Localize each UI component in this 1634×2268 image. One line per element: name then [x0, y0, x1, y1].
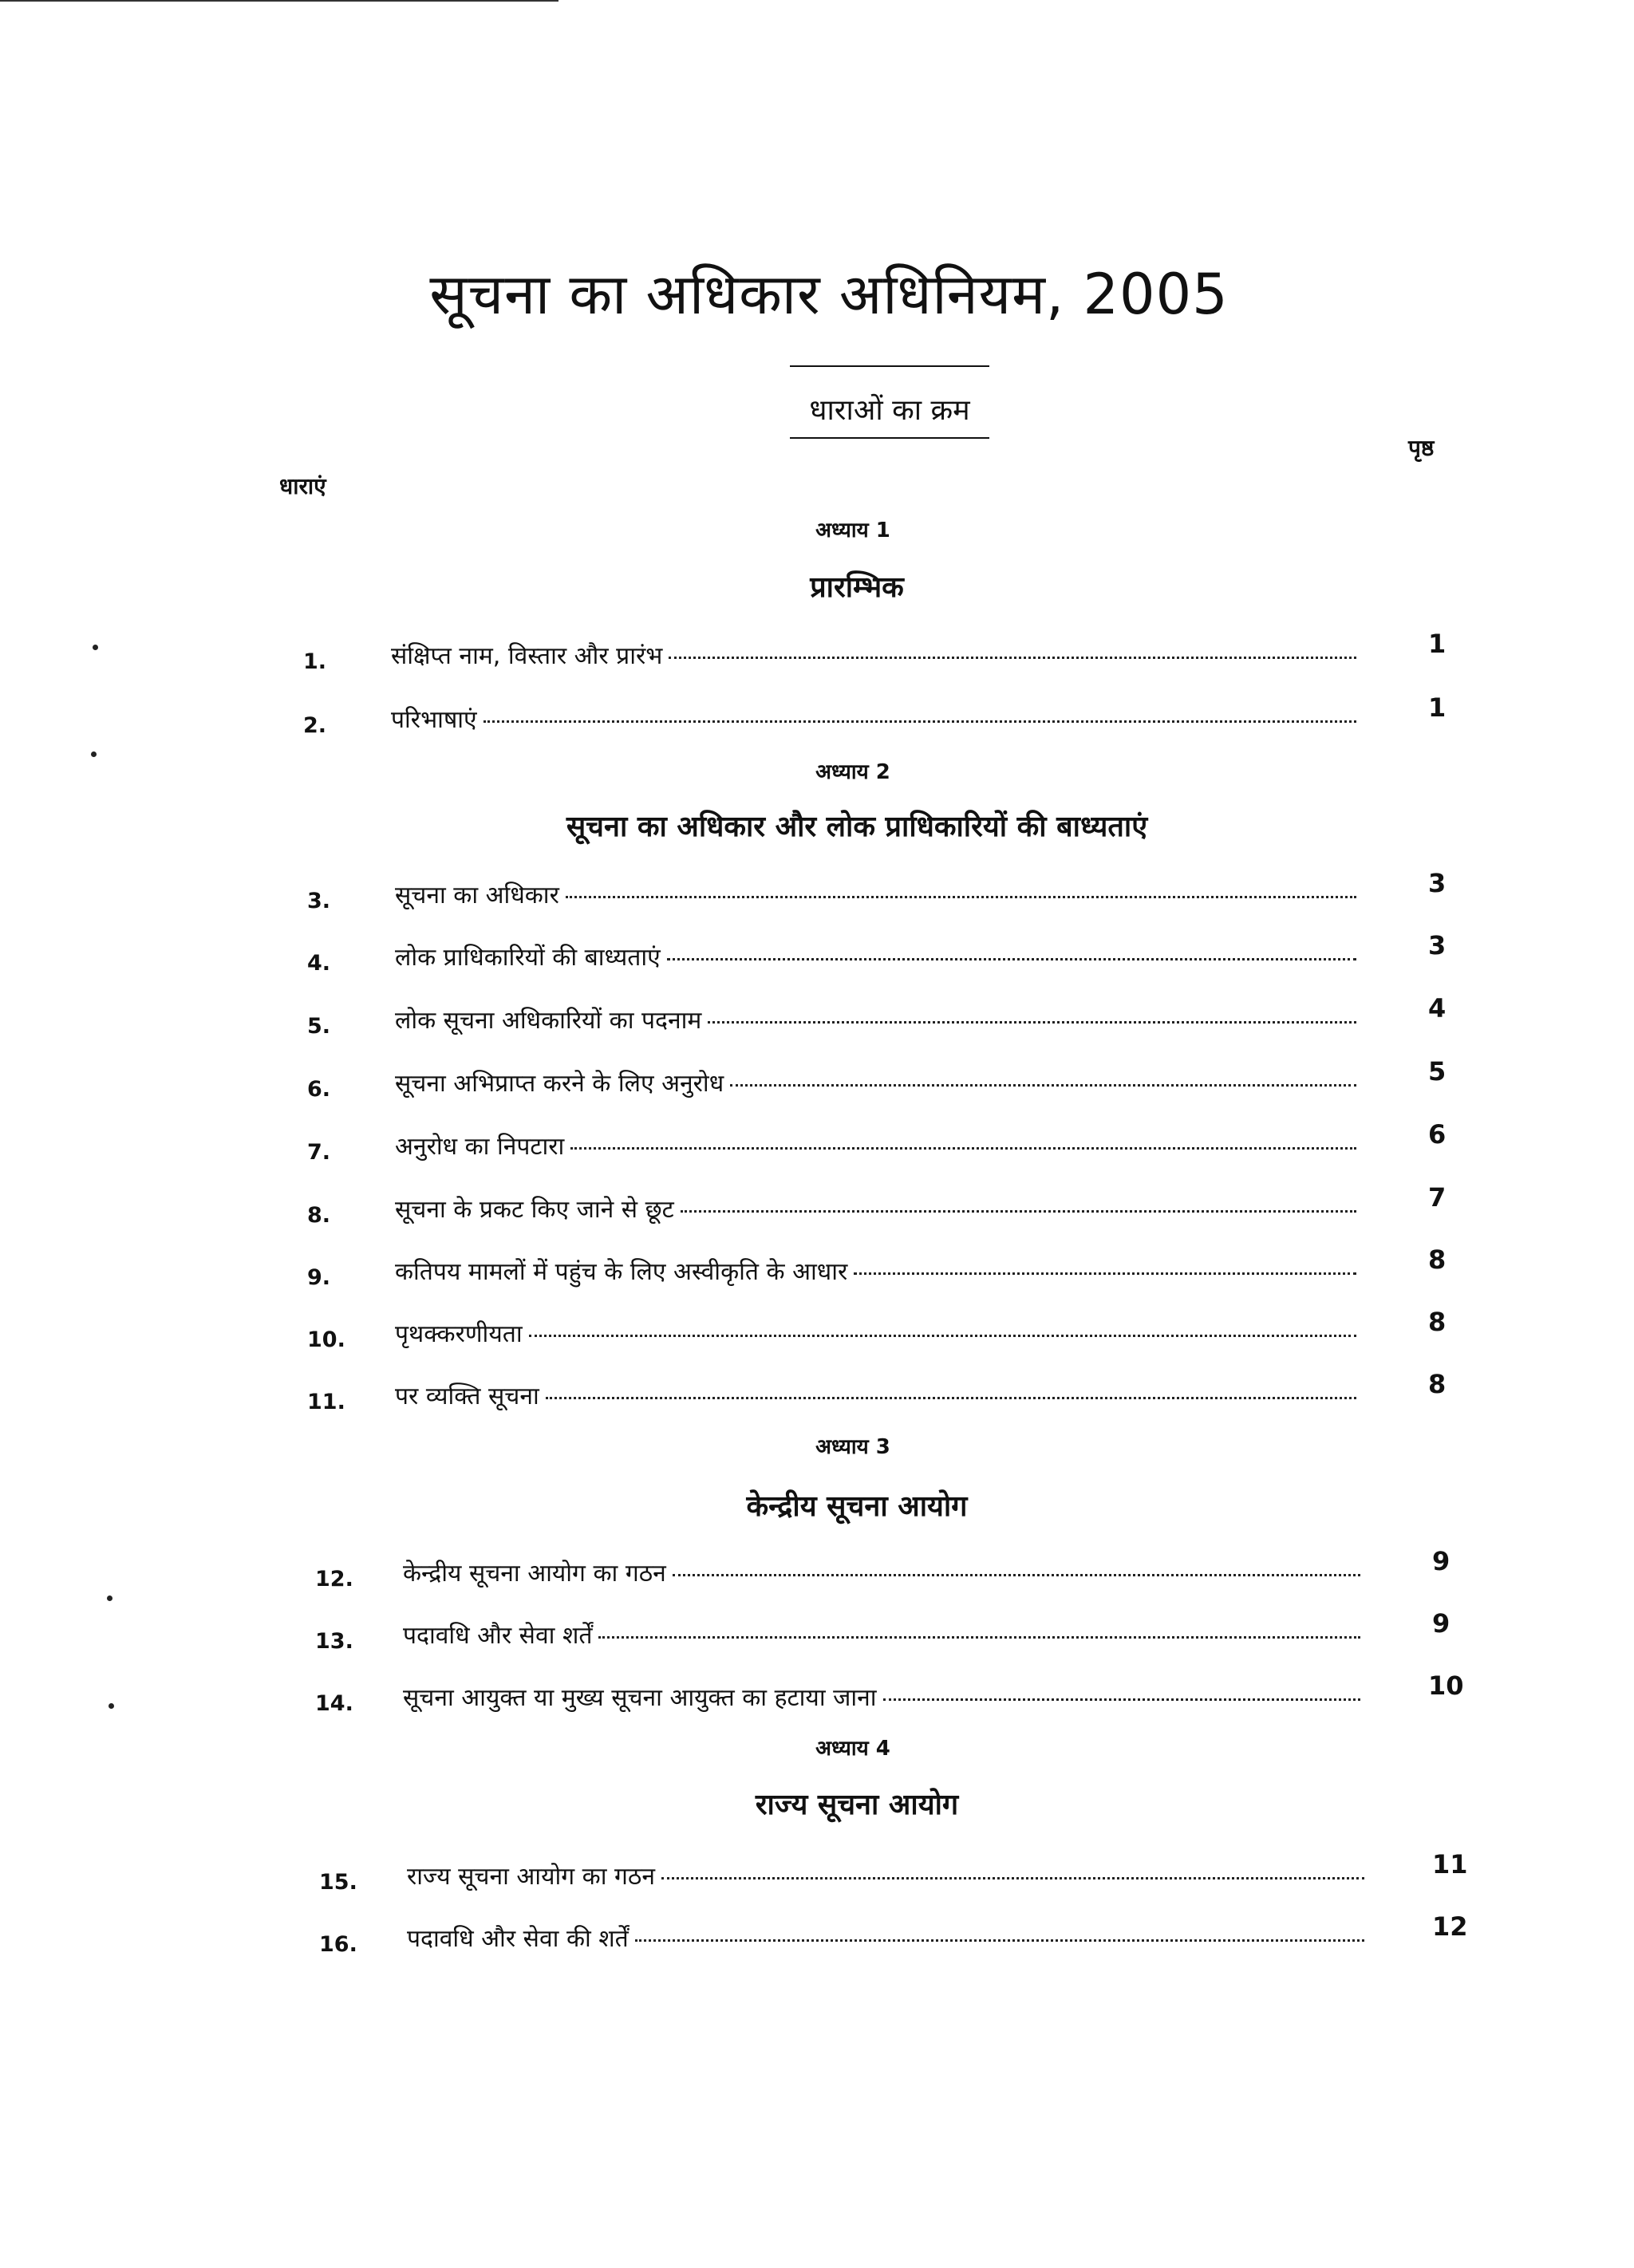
- section-page: 3: [1428, 930, 1447, 960]
- dot-leader: [661, 1877, 1364, 1879]
- section-page: 8: [1428, 1307, 1447, 1337]
- scan-speck: [93, 645, 98, 650]
- toc-entry: [307, 1182, 1447, 1229]
- section-number: 9.: [307, 1265, 331, 1290]
- section-title: केन्द्रीय सूचना आयोग का गठन: [403, 1560, 666, 1588]
- section-page: 6: [1428, 1119, 1447, 1150]
- toc-entry: [303, 692, 1447, 739]
- chapter-label: अध्याय 2: [815, 760, 890, 784]
- subtitle-rule-top: [790, 365, 989, 367]
- section-page: 4: [1428, 993, 1447, 1024]
- section-number: 2.: [303, 713, 327, 738]
- chapter-label: अध्याय 3: [815, 1435, 890, 1459]
- chapter-title: राज्य सूचना आयोग: [755, 1789, 959, 1821]
- section-number: 6.: [307, 1077, 331, 1102]
- section-title: पर व्यक्ति सूचना: [395, 1382, 539, 1410]
- section-page: 8: [1428, 1369, 1447, 1399]
- section-page: 7: [1428, 1182, 1447, 1213]
- toc-entry: [303, 629, 1447, 675]
- section-page: 1: [1428, 629, 1447, 659]
- section-page: 11: [1432, 1849, 1468, 1879]
- section-title: सूचना आयुक्त या मुख्य सूचना आयुक्त का हटाया जाना: [403, 1684, 877, 1712]
- dot-leader: [598, 1636, 1360, 1639]
- toc-entry: [307, 1369, 1447, 1415]
- dot-leader: [529, 1335, 1356, 1337]
- section-title: पदावधि और सेवा शर्तें: [403, 1622, 593, 1650]
- section-title: लोक प्राधिकारियों की बाध्यताएं: [395, 944, 661, 972]
- section-number: 16.: [319, 1932, 357, 1957]
- toc-entry: [319, 1911, 1468, 1958]
- section-page: 10: [1428, 1670, 1464, 1701]
- subtitle-rule-bottom: [790, 437, 989, 439]
- section-title: पदावधि और सेवा की शर्तें: [407, 1925, 629, 1953]
- document-title: सूचना का अधिकार अधिनियम, 2005: [429, 262, 1229, 327]
- section-page: 9: [1432, 1608, 1450, 1639]
- toc-entry: [307, 1307, 1447, 1353]
- dot-leader: [730, 1084, 1356, 1087]
- section-page: 8: [1428, 1244, 1447, 1275]
- section-page: 5: [1428, 1056, 1447, 1087]
- section-number: 8.: [307, 1203, 331, 1228]
- section-number: 4.: [307, 951, 331, 976]
- dot-leader: [673, 1574, 1360, 1576]
- section-page: 12: [1432, 1911, 1468, 1942]
- chapter-title: प्रारम्भिक: [810, 571, 904, 604]
- chapter-label: अध्याय 1: [815, 519, 890, 542]
- document-subtitle: धाराओं का क्रम: [809, 394, 970, 427]
- toc-entry: [307, 930, 1447, 976]
- section-number: 3.: [307, 889, 331, 913]
- section-page: 9: [1432, 1546, 1450, 1576]
- section-title: कतिपय मामलों में पहुंच के लिए अस्वीकृति के आधार: [395, 1258, 848, 1286]
- toc-entry: [315, 1608, 1450, 1655]
- section-title: सूचना अभिप्राप्त करने के लिए अनुरोध: [395, 1070, 724, 1098]
- chapter-label: अध्याय 4: [815, 1737, 890, 1761]
- section-number: 5.: [307, 1014, 331, 1039]
- toc-entry: [307, 1056, 1447, 1102]
- section-title: सूचना के प्रकट किए जाने से छूट: [395, 1196, 674, 1224]
- section-column-heading: धाराएं: [279, 473, 326, 499]
- section-title: परिभाषाएं: [391, 706, 477, 734]
- dot-leader: [483, 720, 1356, 723]
- toc-entry: [307, 868, 1447, 914]
- scan-speck: [107, 1595, 112, 1601]
- toc-entry: [307, 1119, 1447, 1166]
- section-number: 15.: [319, 1870, 357, 1895]
- section-title: संक्षिप्त नाम, विस्तार और प्रारंभ: [391, 642, 663, 670]
- section-number: 11.: [307, 1390, 345, 1414]
- section-page: 3: [1428, 868, 1447, 898]
- chapter-title: सूचना का अधिकार और लोक प्राधिकारियों की बाध्यताएं: [566, 811, 1148, 843]
- section-page: 1: [1428, 692, 1447, 723]
- section-title: अनुरोध का निपटारा: [395, 1133, 565, 1161]
- section-title: सूचना का अधिकार: [395, 882, 559, 909]
- section-number: 10.: [307, 1327, 345, 1352]
- dot-leader: [854, 1272, 1356, 1275]
- toc-entry: [319, 1849, 1468, 1895]
- dot-leader: [546, 1397, 1356, 1399]
- dot-leader: [708, 1021, 1356, 1024]
- toc-entry: [307, 1244, 1447, 1291]
- dot-leader: [883, 1698, 1360, 1701]
- dot-leader: [570, 1147, 1356, 1150]
- section-title: लोक सूचना अधिकारियों का पदनाम: [395, 1007, 702, 1035]
- toc-entry: [315, 1546, 1450, 1592]
- section-number: 12.: [315, 1567, 353, 1592]
- dot-leader: [635, 1939, 1364, 1942]
- chapter-title: केन्द्रीय सूचना आयोग: [746, 1490, 968, 1523]
- scan-speck: [109, 1703, 114, 1709]
- section-number: 7.: [307, 1140, 331, 1165]
- section-number: 1.: [303, 649, 327, 674]
- toc-entry: [307, 993, 1447, 1039]
- dot-leader: [667, 958, 1356, 960]
- scan-edge-line: [0, 0, 558, 2]
- dot-leader: [681, 1210, 1356, 1213]
- page-column-heading: पृष्ठ: [1408, 435, 1435, 461]
- dot-leader: [669, 657, 1356, 659]
- section-number: 13.: [315, 1629, 353, 1654]
- section-number: 14.: [315, 1691, 353, 1716]
- dot-leader: [566, 896, 1356, 898]
- toc-entry: [315, 1670, 1464, 1717]
- section-title: पृथक्करणीयता: [395, 1320, 523, 1348]
- section-title: राज्य सूचना आयोग का गठन: [407, 1863, 655, 1891]
